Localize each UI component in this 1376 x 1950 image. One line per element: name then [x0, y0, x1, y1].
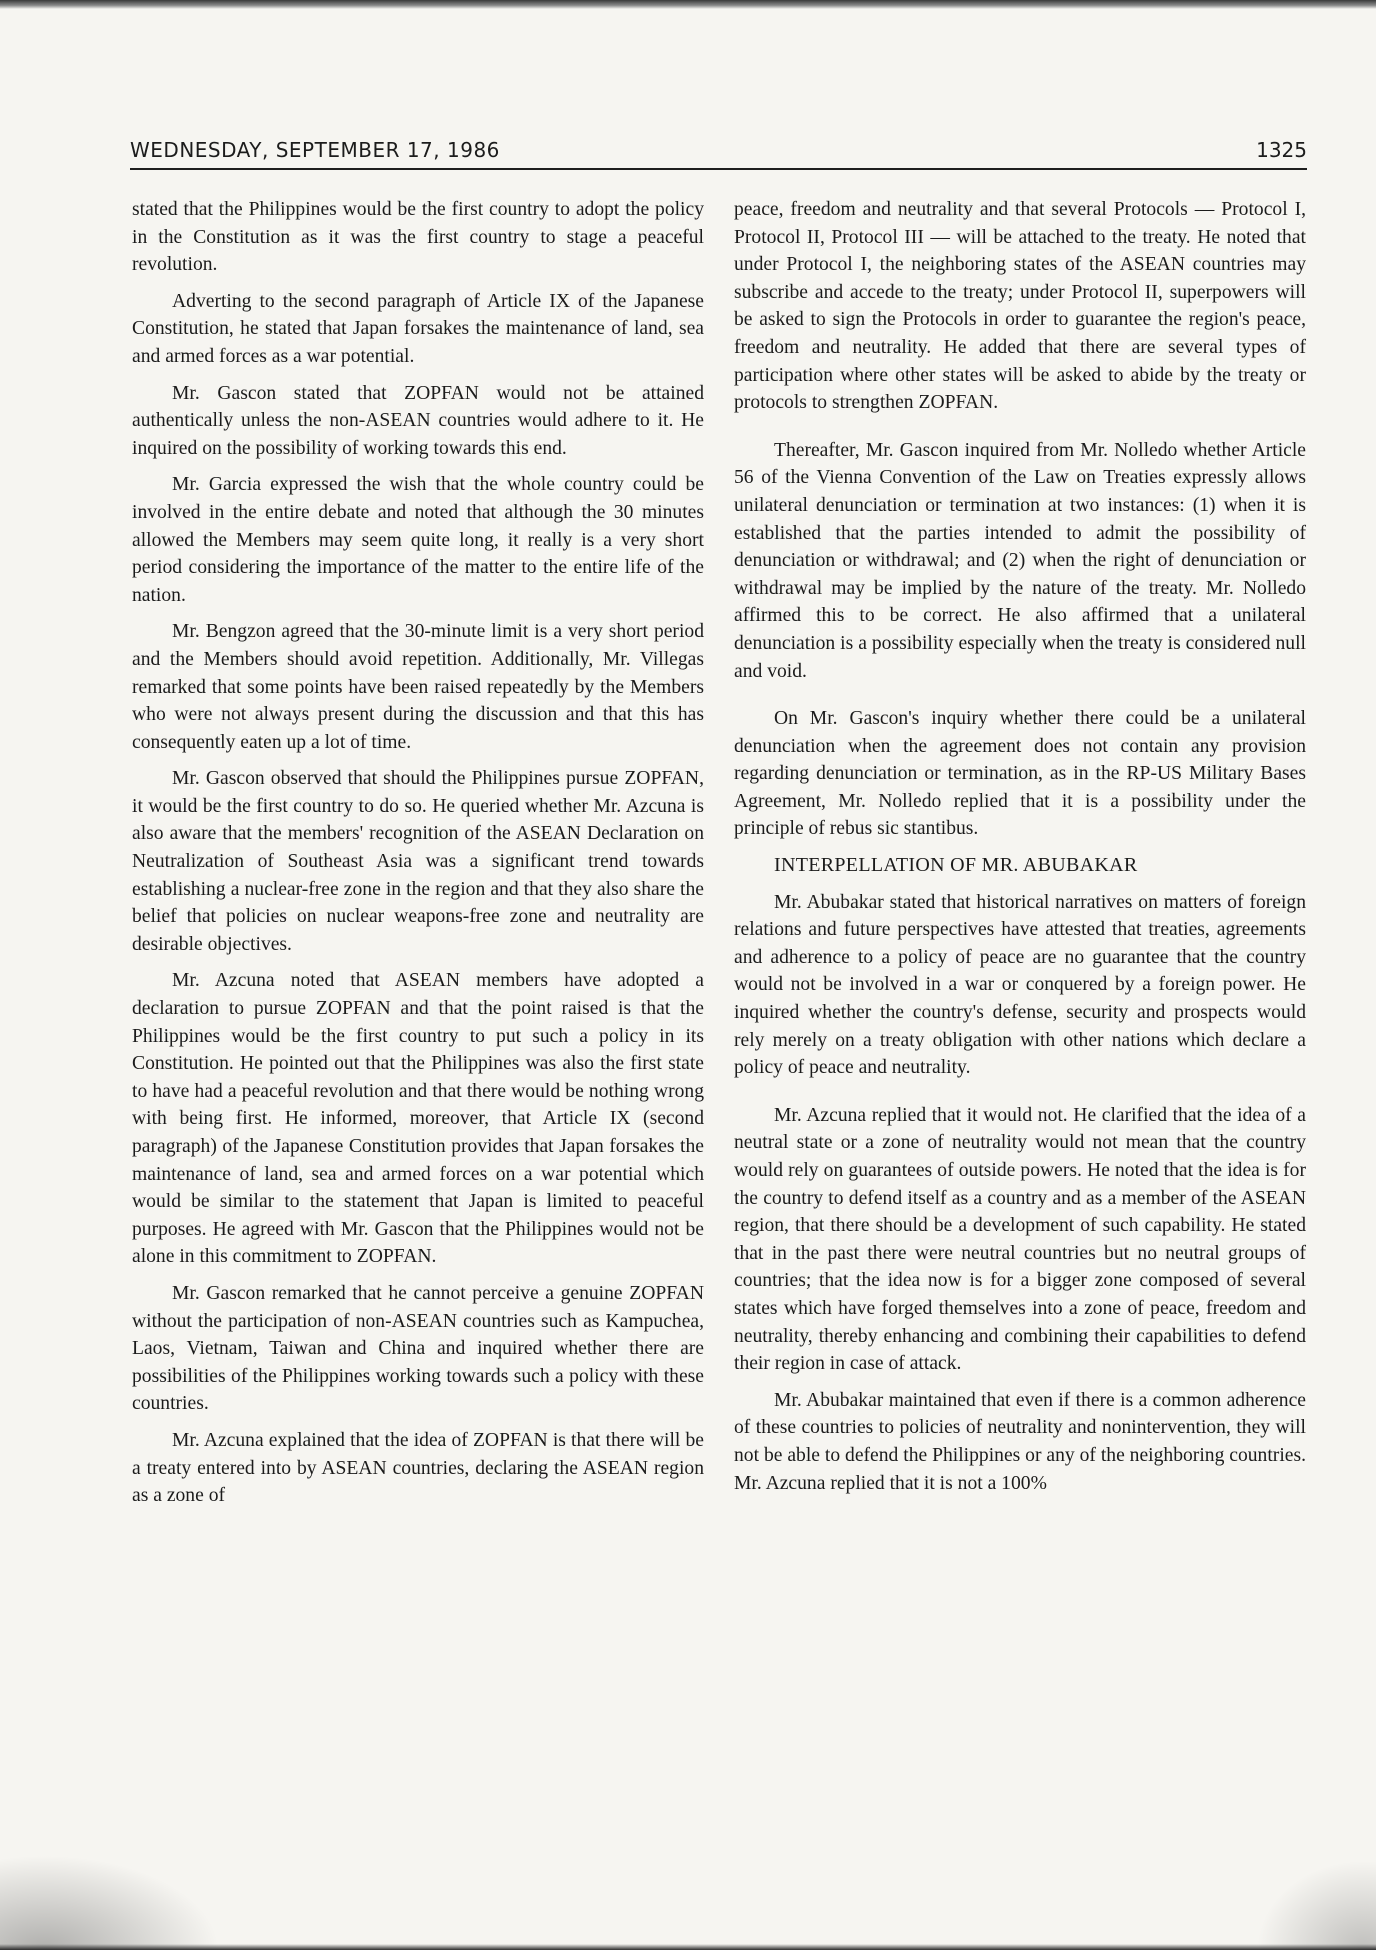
section-heading: INTERPELLATION OF MR. ABUBAKAR [774, 854, 1138, 877]
page-number: 1325 [1256, 138, 1307, 162]
paragraph: On Mr. Gascon's inquiry whether there could be a unilateral denunciation when the agreement does not contain any provision regarding denunciation or termination, as in the RP-US Military Bases Agreement, Mr. Nolledo replied that it is a possibility under the principle of rebus sic stantibus. [734, 708, 1306, 840]
paragraph: Mr. Gascon stated that ZOPFAN would not be attained authentically unless the non-ASEAN countries would adhere to it. He inquired on the possibility of working towards this end. [132, 382, 704, 459]
paragraph: Mr. Gascon observed that should the Philippines pursue ZOPFAN, it would be the first country to do so. He queried whether Mr. Azcuna is also aware that the members' recognition of the ASEAN Declaration on Neutralization of Southeast Asia was a significant trend towards establishing a nuclear-free zone in the region and that they also share the belief that policies on nuclear weapons-free zone and neutrality are desirable objectives. [132, 768, 704, 955]
right-column [734, 196, 1306, 1506]
paragraph: Thereafter, Mr. Gascon inquired from Mr. Nolledo whether Article 56 of the Vienna Convention of the Law on Treaties expressly allows unilateral denunciation or termination at two instances: (1) when it is established that the parties intended to admit the possibility of denunciation or withdrawal; and (2) when the right of denunciation or withdrawal may be implied by the nature of the treaty. Mr. Nolledo affirmed this to be correct. He also affirmed that a unilateral denunciation is a possibility especially when the treaty is considered null and void. [734, 439, 1306, 682]
header-date: WEDNESDAY, SEPTEMBER 17, 1986 [130, 138, 500, 162]
scan-top-edge [0, 0, 1376, 9]
header-rule [130, 168, 1307, 170]
paragraph: Mr. Gascon remarked that he cannot perceive a genuine ZOPFAN without the participation of non-ASEAN countries such as Kampuchea, Laos, Vietnam, Taiwan and China and inquired whether there are possibilities of the Philippines working towards such a policy with these countries. [132, 1282, 704, 1415]
left-column [132, 196, 704, 1519]
paragraph: Mr. Azcuna noted that ASEAN members have adopted a declaration to pursue ZOPFAN and that the point raised is that the Philippines would be the first country to put such a policy in its Constitution. He pointed out that the Philippines was also the first state to have had a peaceful revolution and that there would be nothing wrong with being first. He informed, moreover, that Article IX (second paragraph) of the Japanese Constitution provides that Japan forsakes the maintenance of land, sea and armed forces on a war potential which would be similar to the statement that Japan is limited to peaceful purposes. He agreed with Mr. Gascon that the Philippines would not be alone in this commitment to ZOPFAN. [132, 970, 704, 1268]
paragraph: Mr. Azcuna explained that the idea of ZOPFAN is that there will be a treaty entered into by ASEAN countries, declaring the ASEAN region as a zone of [132, 1429, 704, 1507]
paragraph: stated that the Philippines would be the first country to adopt the policy in the Constitution as it was the first country to stage a peaceful revolution. [132, 199, 704, 276]
scan-bottom-edge [0, 1944, 1376, 1950]
paragraph: Mr. Garcia expressed the wish that the whole country could be involved in the entire debate and noted that although the 30 minutes allowed the Members may seem quite long, it really is a very short period considering the importance of the matter to the entire life of the nation. [132, 474, 704, 606]
scan-artifact-right [1256, 1860, 1376, 1950]
page-header [130, 138, 1307, 168]
paragraph: Mr. Abubakar maintained that even if there is a common adherence of these countries to policies of neutrality and nonintervention, they will not be able to defend the Philippines or any of the neighboring countries. Mr. Azcuna replied that it is not a 100% [734, 1389, 1306, 1494]
paragraph: peace, freedom and neutrality and that several Protocols — Protocol I, Protocol II, Protocol III — will be attached to the treaty. He noted that under Protocol I, the neighboring states of the ASEAN countries may subscribe and accede to the treaty; under Protocol II, superpowers will be asked to sign the Protocols in order to guarantee the region's peace, freedom and neutrality. He added that there are several types of participation where other states will be asked to abide by the treaty or protocols to strengthen ZOPFAN. [734, 199, 1306, 414]
paragraph: Mr. Bengzon agreed that the 30-minute limit is a very short period and the Members should avoid repetition. Additionally, Mr. Villegas remarked that some points have been raised repeatedly by the Members who were not always present during the discussion and that this has consequently eaten up a lot of time. [132, 621, 704, 753]
paragraph: Mr. Azcuna replied that it would not. He clarified that the idea of a neutral state or a zone of neutrality would not mean that the country would rely on guarantees of outside powers. He noted that the idea is for the country to defend itself as a country and as a member of the ASEAN region, that there should be a development of such capability. He stated that in the past there were neutral countries but no neutral groups of countries; that the idea now is for a bigger zone composed of several states which have forged themselves into a zone of peace, freedom and neutrality, thereby enhancing and combining their capabilities to defend their region in case of attack. [734, 1104, 1306, 1375]
paragraph: Mr. Abubakar stated that historical narratives on matters of foreign relations and future perspectives have attested that treaties, agreements and adherence to a policy of peace are no guarantee that the country would not be involved in a war or conquered by a foreign power. He inquired whether the country's defense, security and prospects would rely merely on a treaty obligation with other nations which declare a policy of peace and neutrality. [734, 891, 1306, 1079]
paragraph: Adverting to the second paragraph of Article IX of the Japanese Constitution, he stated that Japan forsakes the maintenance of land, sea and armed forces as a war potential. [132, 290, 704, 367]
scan-artifact-left [0, 1855, 220, 1950]
